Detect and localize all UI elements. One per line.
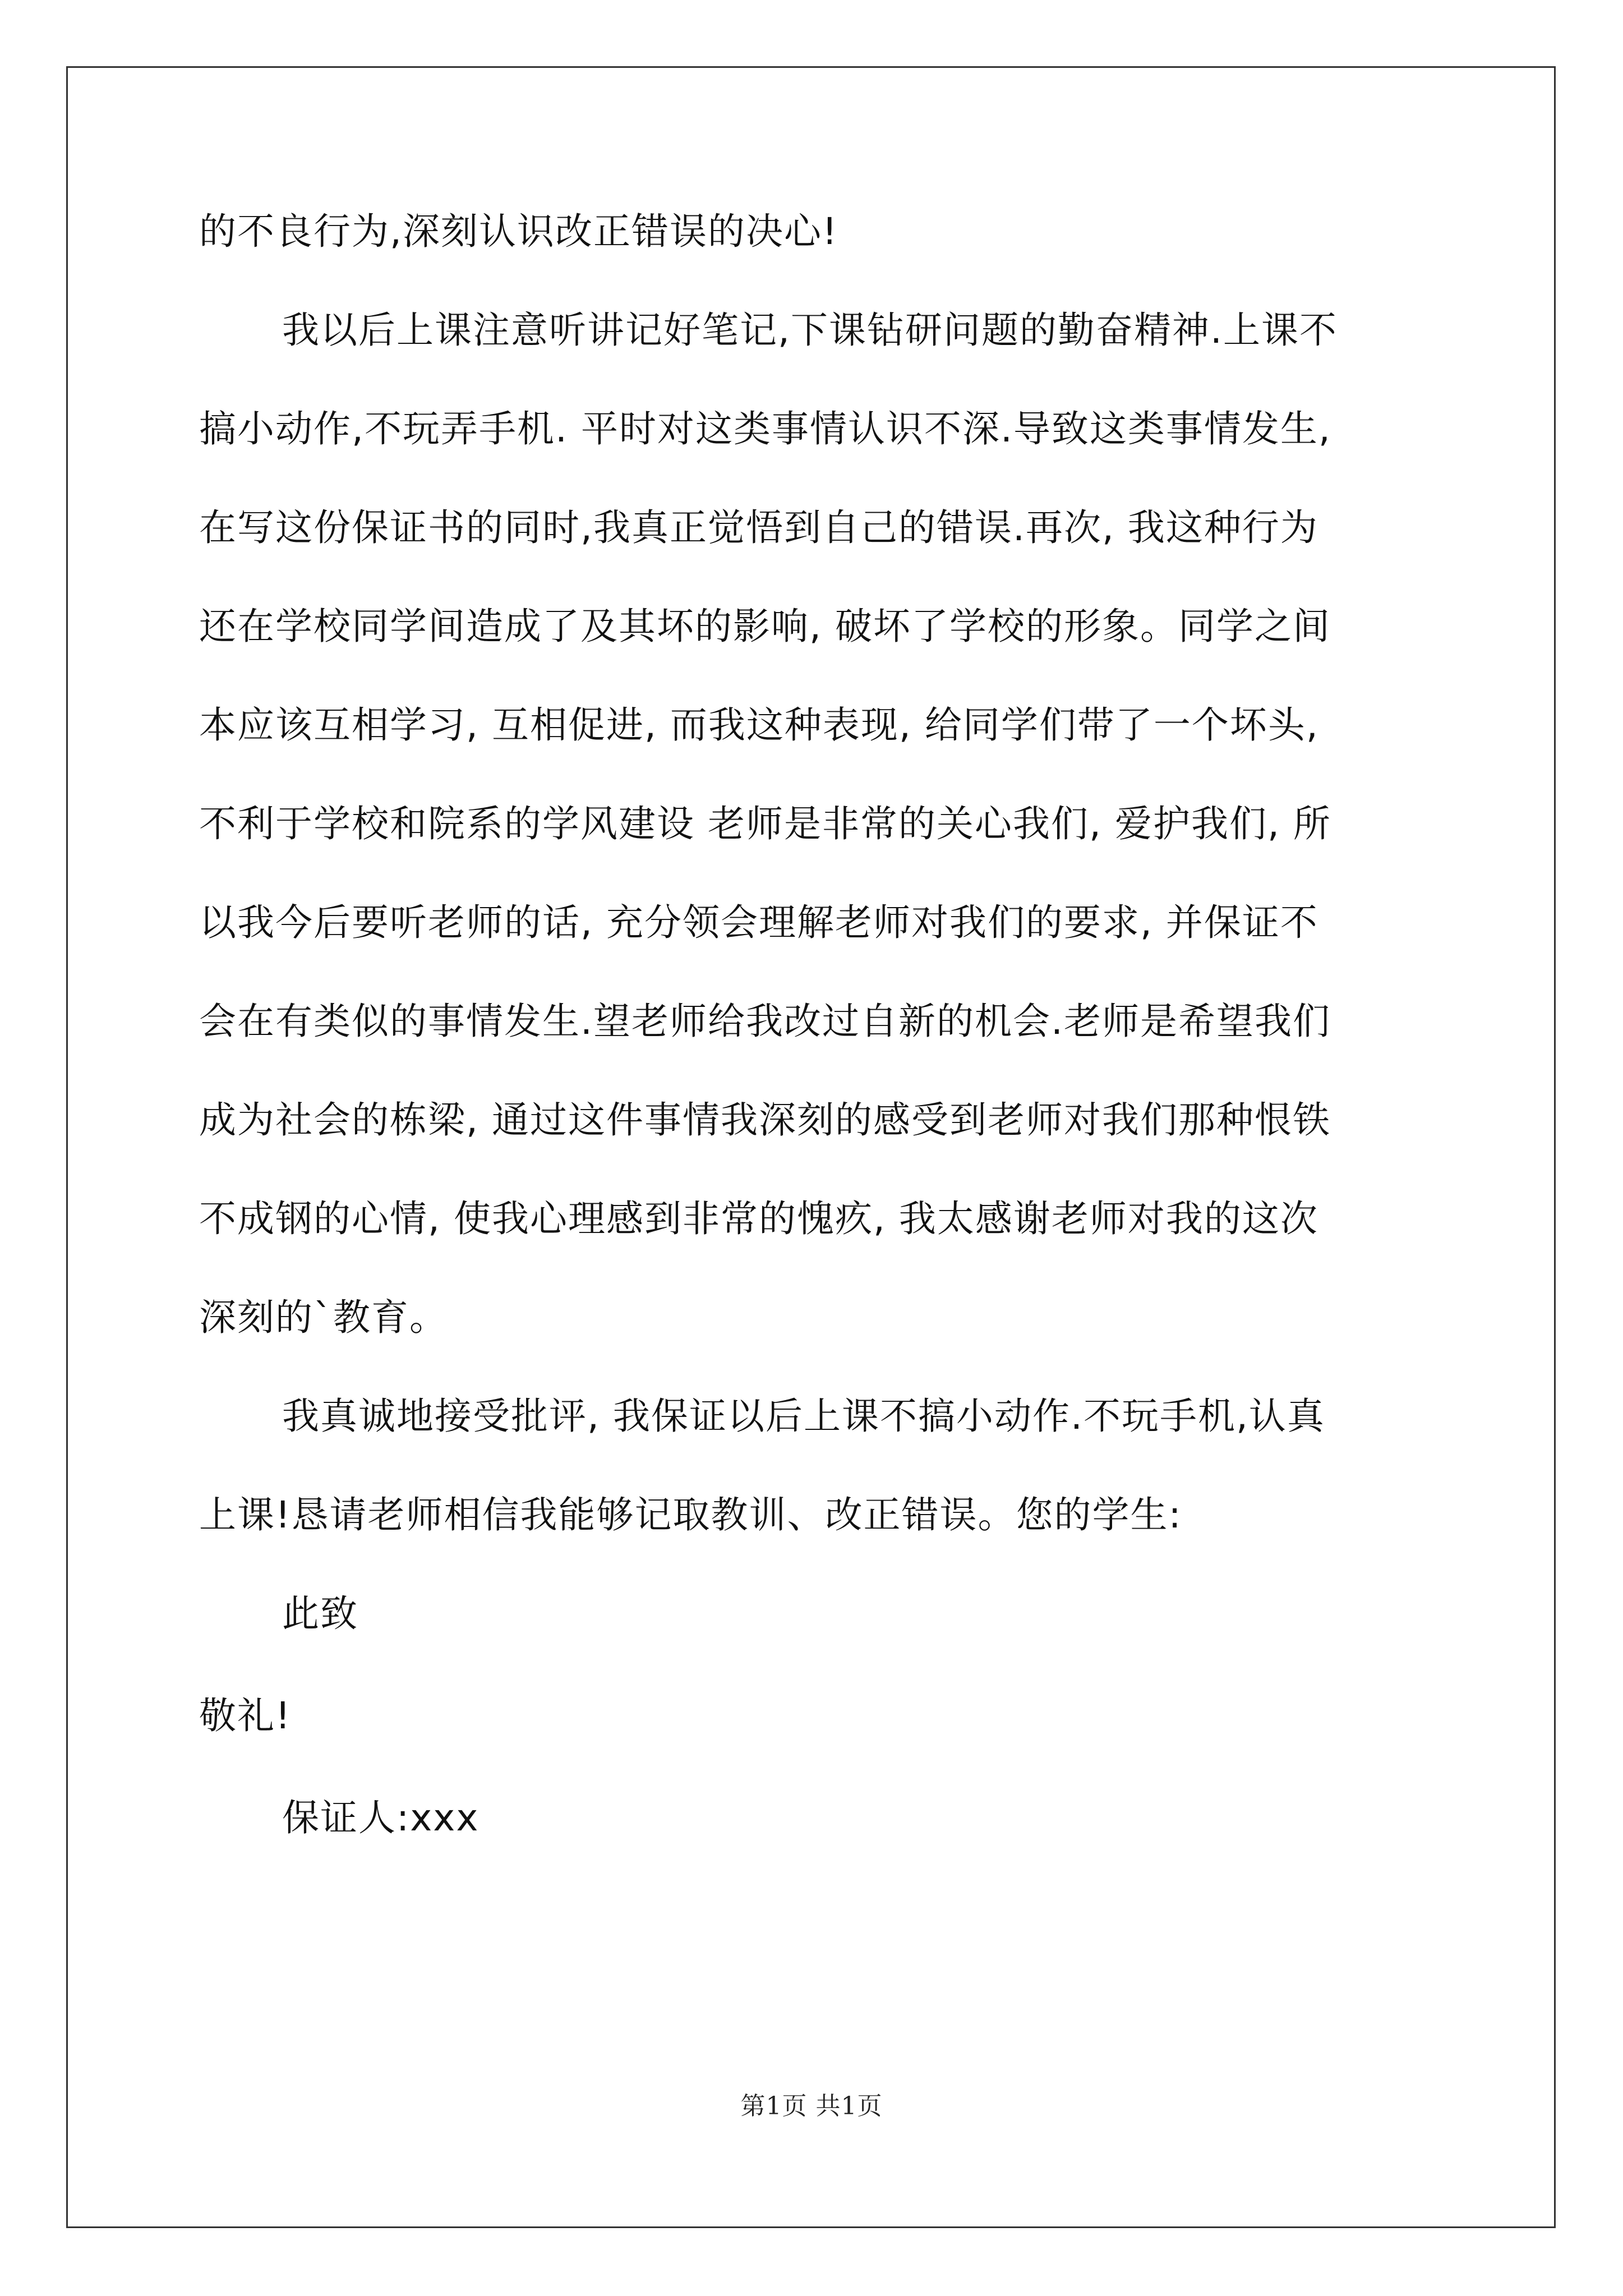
body-line: 的不良行为,深刻认识改正错误的决心! <box>199 210 838 253</box>
page-number-footer: 第1页 共1页 <box>740 2092 883 2120</box>
salute-line: 敬礼! <box>199 1694 292 1737</box>
body-line: 我以后上课注意听讲记好笔记,下课钻研问题的勤奋精神.上课不 <box>282 309 1338 352</box>
body-line: 搞小动作,不玩弄手机. 平时对这类事情认识不深.导致这类事情发生, <box>199 407 1331 450</box>
document-body <box>199 210 1438 1898</box>
closing-line: 此致 <box>282 1592 358 1635</box>
body-line: 不成钢的心情, 使我心理感到非常的愧疚, 我太感谢老师对我的这次 <box>199 1197 1318 1240</box>
guarantor-line: 保证人:xxx <box>282 1796 479 1839</box>
body-line: 以我今后要听老师的话, 充分领会理解老师对我们的要求, 并保证不 <box>199 901 1318 944</box>
body-line: 不利于学校和院系的学风建设 老师是非常的关心我们, 爱护我们, 所 <box>199 802 1331 845</box>
body-line: 会在有类似的事情发生.望老师给我改过自新的机会.老师是希望我们 <box>199 1000 1331 1043</box>
body-line: 成为社会的栋梁, 通过这件事情我深刻的感受到老师对我们那种恨铁 <box>199 1098 1331 1142</box>
body-line: 本应该互相学习, 互相促进, 而我这种表现, 给同学们带了一个坏头, <box>199 703 1319 747</box>
body-line: 还在学校同学间造成了及其坏的影响, 破坏了学校的形象。同学之间 <box>199 605 1331 648</box>
body-line: 我真诚地接受批评, 我保证以后上课不搞小动作.不玩手机,认真 <box>282 1395 1325 1438</box>
body-line: 深刻的`教育。 <box>199 1296 448 1339</box>
body-line: 在写这份保证书的同时,我真正觉悟到自己的错误.再次, 我这种行为 <box>199 506 1318 549</box>
body-line: 上课!恳请老师相信我能够记取教训、改正错误。您的学生: <box>199 1493 1182 1536</box>
